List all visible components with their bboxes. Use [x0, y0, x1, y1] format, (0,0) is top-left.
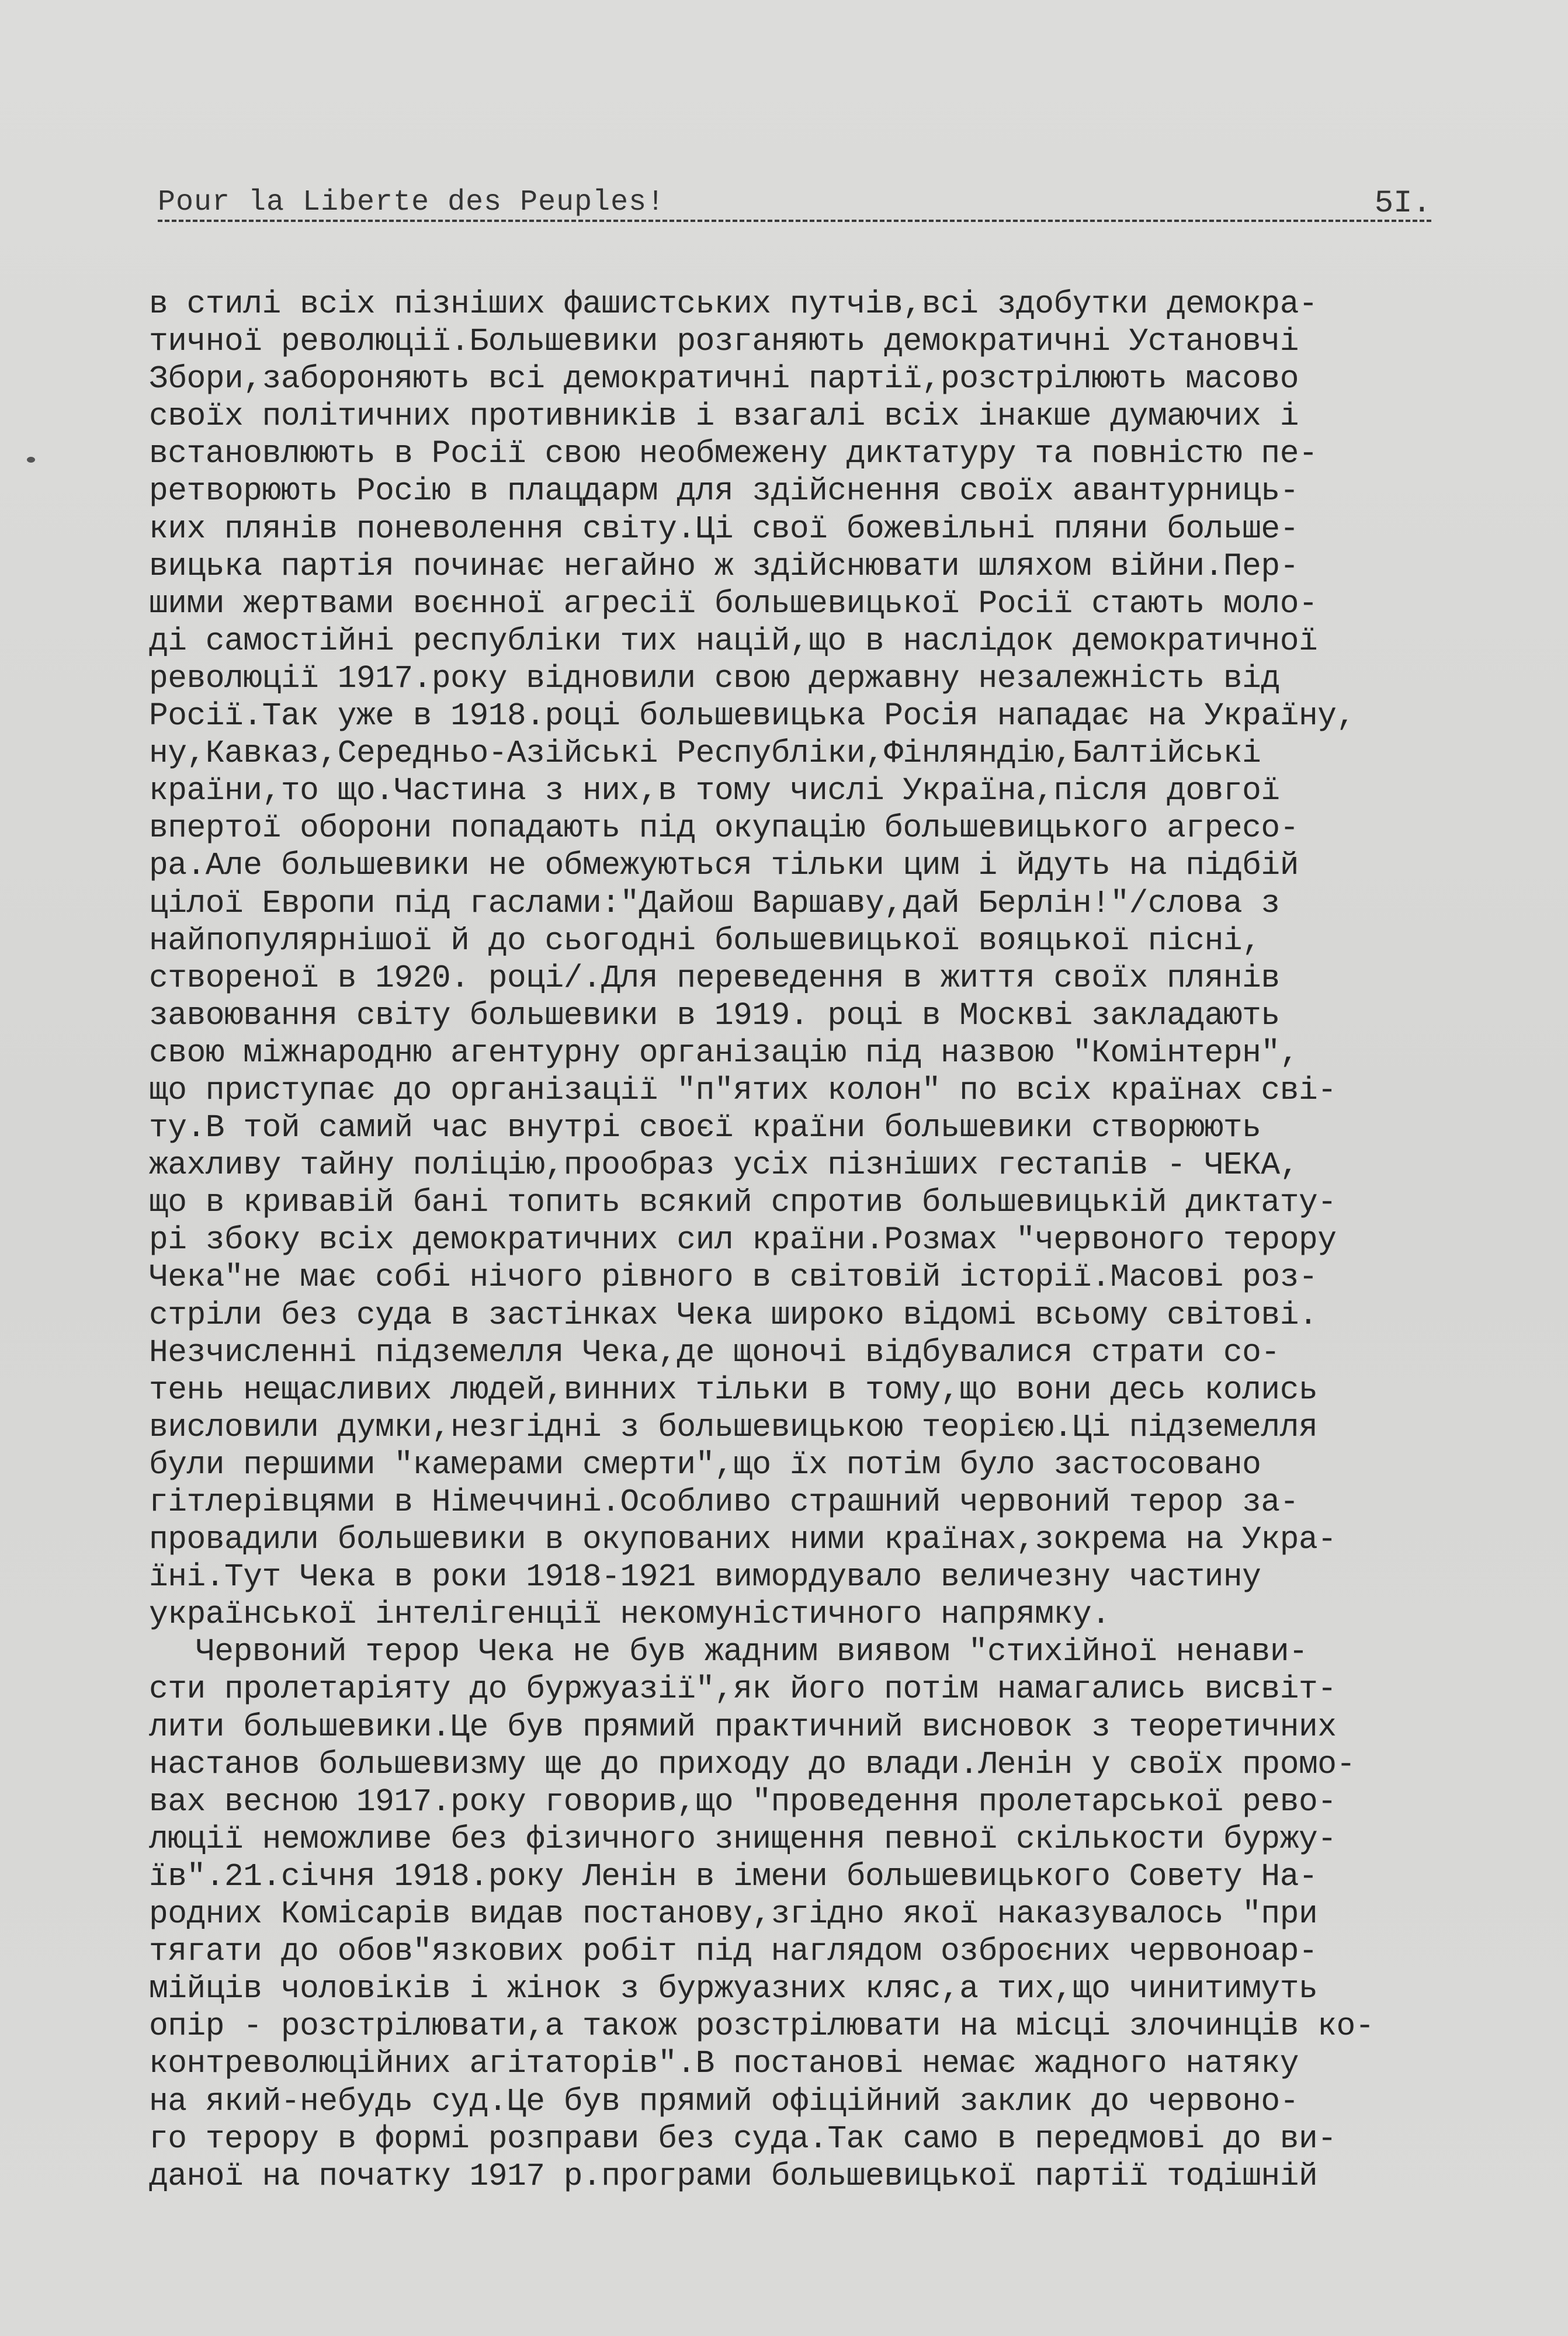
text-line: рі збоку всіх демократичних сил країни.Розмах "червоного терору	[149, 1223, 1337, 1259]
text-line: Червоний терор Чека не був жадним виявом "стихійної ненави-	[196, 1634, 1308, 1671]
text-line: Збори,забороняють всі демократичні партії,розстрілюють масово	[149, 362, 1299, 398]
text-line: даної на початку 1917 р.програми большевицької партії тодішній	[149, 2158, 1318, 2195]
text-line: тень нещасливих людей,винних тільки в тому,що вони десь колись	[149, 1372, 1318, 1408]
text-line: Чека"не має собі нічого рівного в світовій історії.Масові роз-	[149, 1260, 1318, 1296]
text-line: Росії.Так уже в 1918.році большевицька Росія нападає на Україну,	[149, 699, 1355, 735]
text-line: гітлерівцями в Німеччині.Особливо страшний червоний терор за-	[149, 1485, 1299, 1521]
text-line: їв".21.січня 1918.року Ленін в імени большевицького Совету На-	[149, 1859, 1318, 1895]
text-line: лити большевики.Це був прямий практичний висновок з теоретичних	[149, 1709, 1337, 1745]
text-line: цілої Европи під гаслами:"Дайош Варшаву,дай Берлін!"/слова з	[149, 886, 1280, 922]
text-line: родних Комісарів видав постанову,згідно якої наказувалось "при	[149, 1897, 1318, 1933]
text-line: що приступає до організації "п"ятих колон" по всіх країнах сві-	[149, 1072, 1337, 1109]
text-line: люції неможливе без фізичного знищення певної скількости буржу-	[149, 1821, 1337, 1858]
text-line: їні.Тут Чека в роки 1918-1921 вимордувало величезну частину	[149, 1560, 1261, 1596]
text-line: встановлюють в Росії свою необмежену диктатуру та повністю пе-	[149, 436, 1318, 473]
text-line: ких плянів поневолення світу.Ці свої божевільні пляни больше-	[149, 511, 1299, 547]
text-line: Незчисленні підземелля Чека,де щоночі відбувалися страти со-	[149, 1335, 1280, 1371]
text-line: революції 1917.року відновили свою державну незалежність від	[149, 661, 1280, 697]
text-line: ді самостійні республіки тих націй,що в наслідок демократичної	[149, 623, 1318, 660]
text-line: сти пролетаріяту до буржуазії",як його потім намагались висвіт-	[149, 1672, 1337, 1708]
text-line: тичної революції.Большевики розганяють демократичні Установчі	[149, 324, 1299, 360]
text-line: країни,то що.Частина з них,в тому числі Україна,після довгої	[149, 773, 1280, 810]
text-line: стріли без суда в застінках Чека широко відомі всьому світові.	[149, 1297, 1318, 1334]
text-line: створеної в 1920. році/.Для переведення в життя своїх плянів	[149, 960, 1280, 997]
text-line: впертої оборони попадають під окупацію большевицького агресо-	[149, 811, 1299, 847]
text-line: провадили большевики в окупованих ними країнах,зокрема на Укра-	[149, 1522, 1337, 1559]
text-line: були першими "камерами смерти",що їх потім було застосовано	[149, 1447, 1261, 1483]
header-title: Pour la Liberte des Peuples!	[158, 186, 665, 219]
header-dash-rule	[158, 220, 1431, 222]
body-text	[149, 286, 1434, 2196]
text-line: в стилі всіх пізніших фашистських путчів,всі здобутки демокра-	[149, 287, 1318, 322]
page-number: 5I.	[1374, 186, 1431, 221]
text-line: на який-небудь суд.Це був прямий офіційний заклик до червоно-	[149, 2084, 1299, 2120]
text-line: шими жертвами воєнної агресії большевицької Росії стають моло-	[149, 586, 1318, 622]
text-line: висловили думки,незгідні з большевицькою теорією.Ці підземелля	[149, 1410, 1318, 1446]
text-line: тягати до обов"язкових робіт під наглядом озброєних червоноар-	[149, 1934, 1318, 1970]
text-line: опір - розстрілювати,а також розстрілювати на місці злочинців ко-	[149, 2009, 1375, 2045]
text-line: го терору в формі розправи без суда.Так само в передмові до ви-	[149, 2121, 1337, 2157]
text-line: настанов большевизму ще до приходу до влади.Ленін у своїх промо-	[149, 1747, 1355, 1783]
text-line: завоювання світу большевики в 1919. році в Москві закладають	[149, 998, 1280, 1034]
text-line: своїх політичних противників і взагалі всіх інакше думаючих і	[149, 399, 1299, 435]
text-line: ну,Кавказ,Середньо-Азійські Республіки,Фінляндію,Балтійські	[149, 736, 1261, 772]
text-line: що в кривавій бані топить всякий спротив большевицькій диктату-	[149, 1185, 1337, 1221]
text-line: ретворюють Росію в плацдарм для здійснення своїх авантурниць-	[149, 474, 1299, 510]
text-line: української інтелігенції некомуністичного напрямку.	[149, 1597, 1111, 1633]
text-line: вицька партія починає негайно ж здійснювати шляхом війни.Пер-	[149, 549, 1299, 585]
text-line: свою міжнародню агентурну організацію під назвою "Комінтерн",	[149, 1035, 1299, 1071]
page-header	[158, 186, 1431, 232]
text-line: вах весною 1917.року говорив,що "проведення пролетарської рево-	[149, 1784, 1337, 1820]
text-line: найпопулярнішої й до сьогодні большевицької вояцької пісні,	[149, 923, 1261, 959]
text-line: жахливу тайну поліцію,прообраз усіх пізніших гестапів - ЧЕКА,	[149, 1148, 1299, 1184]
text-line: ра.Але большевики не обмежуються тільки цим і йдуть на підбій	[149, 848, 1299, 884]
text-line: контреволюційних агітаторів".В постанові немає жадного натяку	[149, 2046, 1299, 2082]
text-line: мійців чоловіків і жінок з буржуазних кляс,а тих,що чинитимуть	[149, 1971, 1318, 2008]
margin-ink-mark	[27, 457, 35, 463]
text-line: ту.В той самий час внутрі своєї країни большевики створюють	[149, 1110, 1261, 1147]
